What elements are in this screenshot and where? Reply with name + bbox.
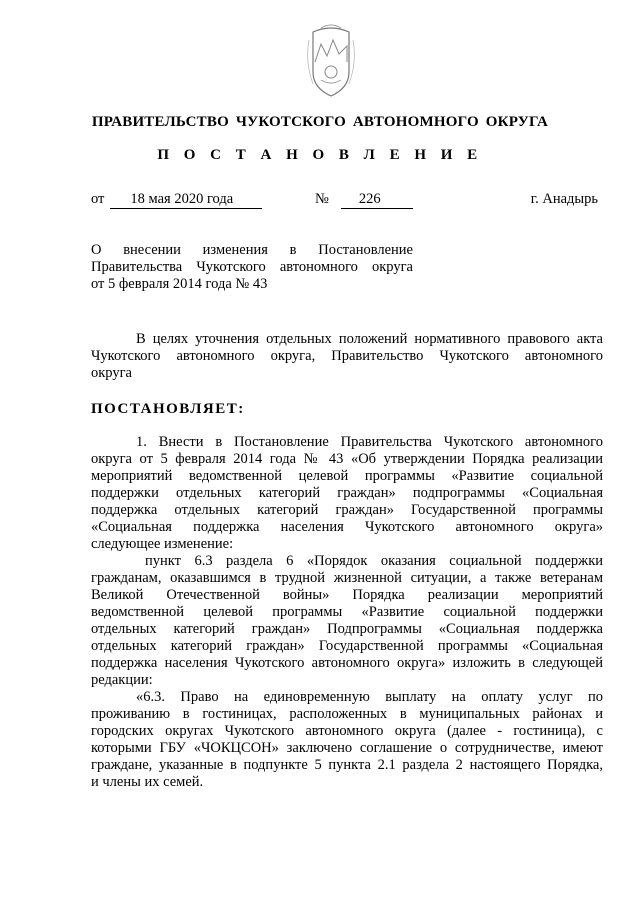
paragraph-line: гражданам, оказавшимся в трудной жизненной ситуации, а также ветеранам (91, 570, 603, 586)
coat-of-arms-emblem (301, 22, 361, 102)
paragraph-line: отдельных категорий граждан» Подпрограммы «Социальная поддержка (91, 621, 603, 637)
paragraph-line: городских округах Чукотского автономного округа (далее - гостиница), с (91, 723, 603, 739)
paragraph-line: В целях уточнения отдельных положений нормативного правового акта (136, 331, 603, 347)
paragraph-line: округа (91, 365, 132, 381)
decree-heading: ПОСТАНОВЛЯЕТ: (91, 401, 245, 417)
subject-line: от 5 февраля 2014 года № 43 (91, 276, 268, 292)
number-prefix: № (315, 191, 329, 207)
subject-line: О внесении изменения в Постановление (91, 242, 413, 258)
paragraph-line: 1. Внести в Постановление Правительства Чукотского автономного (136, 434, 603, 450)
preamble-paragraph (91, 331, 603, 382)
paragraph-line: отдельных категорий граждан» Государственной программы «Социальная (91, 638, 603, 654)
date-prefix: от (91, 191, 105, 207)
document-date (91, 190, 262, 209)
paragraph-line: «6.3. Право на единовременную выплату на оплату услуг по (136, 689, 603, 705)
document-city: г. Анадырь (530, 191, 598, 207)
document-subject (91, 242, 413, 293)
date-value: 18 мая 2020 года (110, 190, 262, 209)
organization-title: ПРАВИТЕЛЬСТВО ЧУКОТСКОГО АВТОНОМНОГО ОКРУГА (91, 114, 549, 130)
paragraph-line: Чукотского автономного округа, Правительство Чукотского автономного (91, 348, 603, 364)
subject-line: Правительства Чукотского автономного округа (91, 259, 413, 275)
paragraph-line: мероприятий ведомственной целевой программы «Развитие социальной (91, 468, 603, 484)
paragraph-line: проживанию в гостиницах, расположенных в муниципальных районах и (91, 706, 603, 722)
paragraph-line: поддержка населения Чукотского автономного округа» изложить в следующей (91, 655, 603, 671)
document-type-heading: П О С Т А Н О В Л Е Н И Е (157, 147, 483, 163)
paragraph-line: Великой Отечественной войны» Порядка реализации мероприятий (91, 587, 603, 603)
paragraph-line: граждане, указанные в подпункте 5 пункта 2.1 раздела 2 настоящего Порядка, (91, 757, 603, 773)
paragraph-line: поддержки отдельных категорий граждан» подпрограммы «Социальная (91, 485, 603, 501)
paragraph-line: редакции: (91, 672, 153, 688)
paragraph-line: поддержка отдельных категорий граждан» Государственной программы (91, 502, 603, 518)
paragraph-line: округа от 5 февраля 2014 года № 43 «Об утверждении Порядка реализации (91, 451, 603, 467)
document-number (315, 190, 413, 209)
paragraph-line: пункт 6.3 раздела 6 «Порядок оказания социальной поддержки (145, 553, 603, 569)
paragraph-line: ведомственной целевой программы «Развитие социальной поддержки (91, 604, 603, 620)
paragraph-line: и члены их семей. (91, 774, 204, 790)
number-value: 226 (341, 190, 413, 209)
paragraph-line: которыми ГБУ «ЧОКЦСОН» заключено соглашение о сотрудничестве, имеют (91, 740, 603, 756)
paragraph-line: «Социальная поддержка населения Чукотского автономного округа» (91, 519, 603, 535)
clause-1-paragraph (91, 434, 603, 791)
paragraph-line: следующее изменение: (91, 536, 234, 552)
